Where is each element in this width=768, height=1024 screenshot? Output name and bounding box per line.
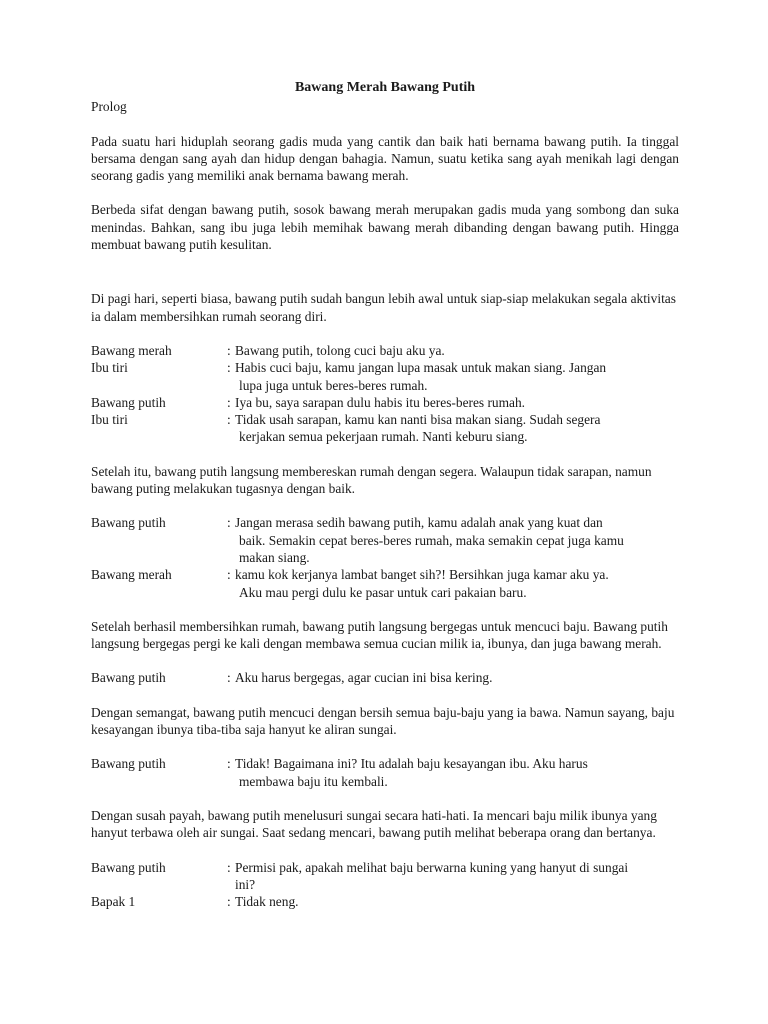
speaker-label: Ibu tiri	[91, 412, 128, 428]
dialogue-line: Aku harus bergegas, agar cucian ini bisa kering.	[235, 670, 493, 686]
speaker-label: Bawang putih	[91, 394, 166, 410]
paragraph-7: Dengan susah payah, bawang putih menelusuri sungai secara hati-hati. Ia mencari baju milik ibunya yang hanyut terbawa oleh air sungai. Saat sedang mencari, bawang putih melihat beberapa orang dan bertanya.	[91, 807, 657, 841]
paragraph-4: Setelah itu, bawang putih langsung membereskan rumah dengan segera. Walaupun tidak sarapan, namun bawang puting melakukan tugasnya dengan baik.	[91, 463, 652, 497]
colon: :	[227, 515, 231, 531]
colon: :	[227, 670, 231, 686]
paragraph-3: Di pagi hari, seperti biasa, bawang putih sudah bangun lebih awal untuk siap-siap melakukan segala aktivitas ia dalam membersihkan rumah seorang diri.	[91, 291, 676, 324]
speaker-label: Ibu tiri	[91, 360, 128, 376]
speaker-label: Bawang putih	[91, 859, 166, 875]
colon: :	[227, 394, 231, 410]
speaker-label: Bawang putih	[91, 756, 166, 772]
colon: :	[227, 412, 231, 428]
speaker-label: Bawang merah	[91, 567, 172, 583]
dialogue-line: Tidak! Bagaimana ini? Itu adalah baju kesayangan ibu. Aku harus membawa baju itu kembali.	[235, 756, 588, 789]
speaker-label: Bawang putih	[91, 670, 166, 686]
colon: :	[227, 894, 231, 910]
colon: :	[227, 360, 231, 376]
dialogue-block-2	[91, 514, 679, 600]
dialogue-line: Habis cuci baju, kamu jangan lupa masak untuk makan siang. Jangan lupa juga untuk beres-beres rumah.	[235, 360, 607, 393]
paragraph-6: Dengan semangat, bawang putih mencuci dengan bersih semua baju-baju yang ia bawa. Namun sayang, baju kesayangan ibunya tiba-tiba saja hanyut ke aliran sungai.	[91, 704, 675, 738]
document-title: Bawang Merah Bawang Putih	[294, 80, 476, 95]
dialogue-block-1	[91, 342, 679, 446]
dialogue-line: Iya bu, saya sarapan dulu habis itu beres-beres rumah.	[235, 394, 526, 410]
dialogue-block-5	[91, 859, 679, 911]
dialogue-line: Permisi pak, apakah melihat baju berwarna kuning yang hanyut di sungai ini?	[235, 859, 629, 892]
document-page	[91, 79, 679, 910]
dialogue-line: kamu kok kerjanya lambat banget sih?! Bersihkan juga kamar aku ya. Aku mau pergi dulu ke pasar untuk cari pakaian baru.	[235, 567, 609, 600]
colon: :	[227, 567, 231, 583]
paragraph-2: Berbeda sifat dengan bawang putih, sosok bawang merah merupakan gadis muda yang sombong dan suka menindas. Bahkan, sang ibu juga lebih memihak bawang merah dibanding dengan bawang putih. Hingga membuat bawang putih kesulitan.	[91, 202, 679, 253]
dialogue-line: Bawang putih, tolong cuci baju aku ya.	[235, 342, 445, 358]
paragraph-1: Pada suatu hari hiduplah seorang gadis muda yang cantik dan baik hati bernama bawang putih. Ia tinggal bersama dengan sang ayah dan hidup dengan bahagia. Namun, suatu ketika sang ayah menikah lagi dengan seorang gadis yang memiliki anak bernama bawang merah.	[91, 133, 679, 184]
paragraph-5: Setelah berhasil membersihkan rumah, bawang putih langsung bergegas untuk mencuci baju. Bawang putih langsung bergegas pergi ke kali dengan membawa semua cucian milik ia, ibunya, dan juga bawang merah.	[91, 618, 668, 652]
colon: :	[227, 756, 231, 772]
speaker-label: Bawang putih	[91, 515, 166, 531]
colon: :	[227, 342, 231, 358]
dialogue-line: Jangan merasa sedih bawang putih, kamu adalah anak yang kuat dan baik. Semakin cepat beres-beres rumah, maka semakin cepat juga kamu makan siang.	[235, 515, 624, 565]
dialogue-line: Tidak usah sarapan, kamu kan nanti bisa makan siang. Sudah segera kerjakan semua pekerjaan rumah. Nanti keburu siang.	[235, 412, 601, 445]
speaker-label: Bawang merah	[91, 342, 172, 358]
prolog-label: Prolog	[91, 99, 127, 115]
colon: :	[227, 859, 231, 875]
dialogue-line: Tidak neng.	[235, 894, 299, 910]
dialogue-block-3	[91, 669, 679, 686]
speaker-label: Bapak 1	[91, 894, 136, 910]
dialogue-block-4	[91, 755, 679, 790]
